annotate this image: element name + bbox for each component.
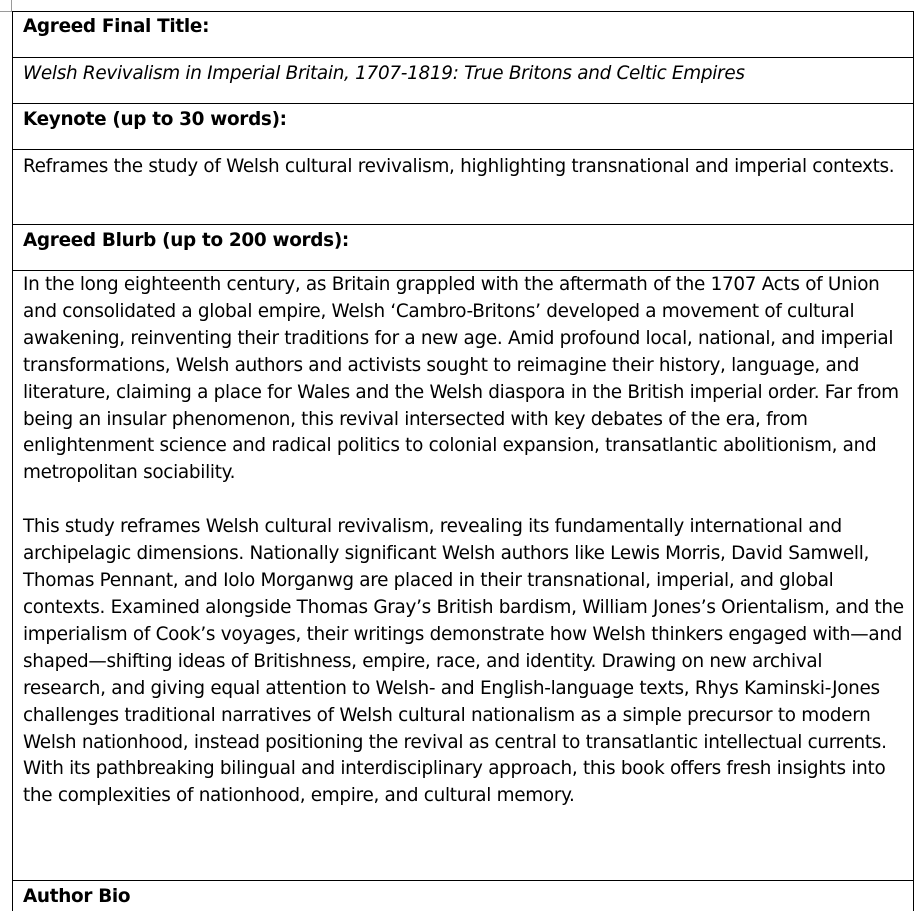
keynote-value[interactable]: Reframes the study of Welsh cultural revivalism, highlighting transnational and imperial contexts. [23,156,895,177]
blurb-paragraph-1[interactable]: In the long eighteenth century, as Britain grappled with the aftermath of the 1707 Acts of Union and consolidated a global empire, Welsh ‘Cambro-Britons’ developed a movement of cultural awakening, reinventing their traditions for a new age. Amid profound local, national, and imperial transformations, Welsh authors and activists sought to reimagine their history, language, and literature, claiming a place for Wales and the Welsh diaspora in the British imperial order. Far from being an insular phenomenon, this revival intersected with key debates of the era, from enlightenment science and radical politics to colonial expansion, transatlantic abolitionism, and metropolitan sociability. [23,274,899,484]
blurb-paragraph-2[interactable]: This study reframes Welsh cultural revivalism, revealing its fundamentally international and archipelagic dimensions. Nationally significant Welsh authors like Lewis Morris, David Samwell, Thomas Pennant, and Iolo Morganwg are placed in their transnational, imperial, and global contexts. Examined alongside Thomas Gray’s British bardism, William Jones’s Orientalism, and the imperialism of Cook’s voyages, their writings demonstrate how Welsh thinkers engaged with—and shaped—shifting ideas of Britishness, empire, race, and identity. Drawing on new archival research, and giving equal attention to Welsh- and English-language texts, Rhys Kaminski-Jones challenges traditional narratives of Welsh cultural nationalism as a simple precursor to modern Welsh nationhood, instead positioning the revival as central to transatlantic intellectual currents. With its pathbreaking bilingual and interdisciplinary approach, this book offers fresh insights into the complexities of nationhood, empire, and cultural memory. [23,516,904,807]
author-bio-label: Author Bio [23,886,131,907]
page-corner-mark [0,0,12,12]
title-label: Agreed Final Title: [23,16,210,37]
blurb-label: Agreed Blurb (up to 200 words): [23,230,349,251]
keynote-label: Keynote (up to 30 words): [23,109,287,130]
title-value[interactable]: Welsh Revivalism in Imperial Britain, 1707-1819: True Britons and Celtic Empires [23,63,745,84]
form-table [12,11,914,911]
paragraph-gap [23,487,905,514]
title-value-row[interactable] [13,58,913,104]
keynote-value-row[interactable] [13,150,913,225]
author-bio-label-row [13,881,913,911]
keynote-label-row [13,104,913,150]
blurb-value-row[interactable] [13,271,913,881]
title-label-row [13,12,913,58]
blurb-label-row [13,225,913,271]
